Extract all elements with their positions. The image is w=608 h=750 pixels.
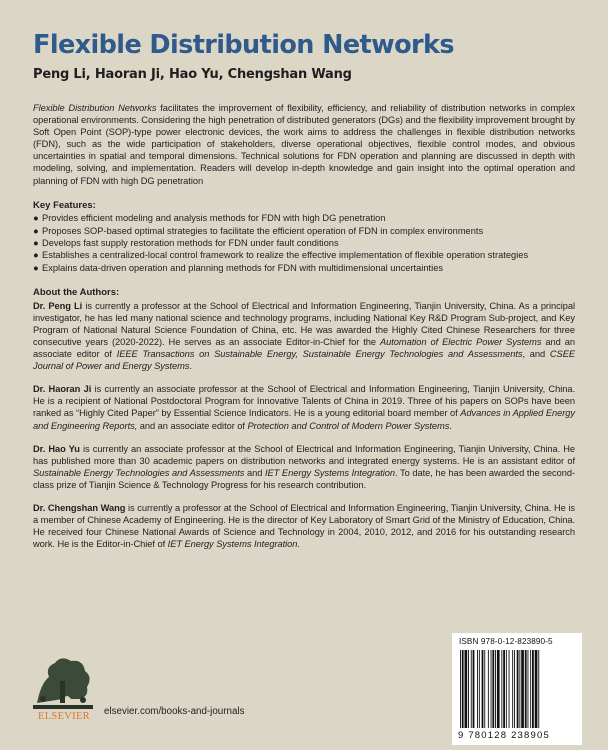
barcode-bar <box>468 650 469 728</box>
barcode-bar <box>482 650 484 728</box>
bio-journal: CSEE Journal of Power and Energy Systems <box>33 349 575 372</box>
barcode-bar <box>495 650 496 728</box>
bio-hao-yu <box>33 443 575 491</box>
cover-footer <box>0 625 608 750</box>
barcode-bar <box>460 650 461 728</box>
feature-text: Establishes a centralized-local control framework to realize the effective implementation of flexible operation strategies <box>42 250 529 261</box>
bio-journal: Sustainable Energy Technologies and Assessments <box>33 467 245 478</box>
bio-text: is currently an associate professor at the School of Electrical and Information Engineering, Tianjin University, China. He is a recipient of National Postdoctoral Program for Innovative Talents of China in 2019. Three of his papers on SOPs have been ranked as “Highly Cited Paper” by Essential Science Indicators. He is a young editorial board member of <box>33 384 576 419</box>
bio-text: and <box>244 467 265 478</box>
bio-haoran-ji <box>33 383 575 431</box>
barcode-bar <box>477 650 478 728</box>
bullet-icon: ● <box>33 225 39 236</box>
bio-text: . To date, he has been awarded the second-class prize of Tianjin Science & Technology Progress for his research contribution. <box>33 467 576 490</box>
barcode-panel <box>452 633 582 745</box>
barcode-bar <box>519 650 520 728</box>
intro-lead-title: Flexible Distribution Networks <box>33 103 157 113</box>
list-item <box>33 237 575 249</box>
barcode-icon <box>458 650 576 730</box>
intro-paragraph <box>33 102 575 187</box>
barcode-bar <box>517 650 519 728</box>
publisher-name: ELSEVIER <box>38 711 90 722</box>
barcode-bar <box>473 650 475 728</box>
bio-journal: Protection and Control of Modern Power Systems <box>247 420 450 431</box>
barcode-bar <box>462 650 464 728</box>
bio-text: . <box>297 539 300 550</box>
barcode-bar <box>497 650 500 728</box>
bio-text: and an associate editor of <box>33 336 575 360</box>
elsevier-tree-icon <box>31 653 95 711</box>
bio-journal: Advances in Applied Energy and Engineering Reports, <box>33 408 576 431</box>
feature-text: Provides efficient modeling and analysis methods for FDN with high DG penetration <box>42 213 386 224</box>
bio-text: and an associate editor of <box>137 420 248 431</box>
barcode-bar <box>538 650 539 728</box>
barcode-bar <box>501 650 502 728</box>
bio-peng-li <box>33 300 575 373</box>
list-item <box>33 249 575 261</box>
barcode-bar <box>484 650 485 728</box>
barcode-bar <box>532 650 534 728</box>
list-item <box>33 212 575 224</box>
barcode-bar <box>503 650 505 728</box>
barcode-bar <box>471 650 472 728</box>
bio-text: , and <box>522 349 550 360</box>
bullet-icon: ● <box>33 213 39 224</box>
barcode-bar <box>492 650 494 728</box>
bio-name: Dr. Peng Li <box>33 300 83 311</box>
bio-journal: Automation of Electric Power Systems <box>379 336 542 347</box>
feature-text: Proposes SOP-based optimal strategies to facilitate the efficient operation of FDN in complex environments <box>42 225 484 236</box>
barcode-bar <box>514 650 515 728</box>
bio-name: Dr. Chengshan Wang <box>33 503 126 513</box>
barcode-bar <box>528 650 529 728</box>
intro-text: facilitates the improvement of flexibility, efficiency, and reliability of distribution networks in complex operational environments. Considering the high penetration of distributed generators (DGs) and the flexibility improvement brought by Soft Open Point (SOP)-type power electronic devices, the work aims to address the challenges in flexible distribution networks (FDN), such as the wide participation of stakeholders, diverse operational objectives, flexible control modes, and obvious uncertainties in spatial and temporal dimensions. Technical solutions for FDN operation and planning are discussed in depth with modeling, solving, and implementation. Readers will develop in-depth knowledge and gain insight into the optimal operation and planning of FDN with high DG penetration <box>33 103 575 186</box>
barcode-bar <box>521 650 524 728</box>
barcode-digits: 9 780128 238905 <box>458 730 550 741</box>
bullet-icon: ● <box>33 262 39 273</box>
about-authors-heading: About the Authors: <box>33 287 120 299</box>
bio-journal: IET Energy Systems Integration <box>264 467 396 478</box>
bio-journal: IEEE Transactions on Sustainable Energy, Sustainable Energy Technologies and Assessments <box>116 349 523 360</box>
list-item <box>33 262 575 274</box>
barcode-bar <box>491 650 492 728</box>
bio-text: is currently a professor at the School of Electrical and Information Engineering, Tianjin University, China. As a principal investigator, he has led many national science and technology programs, including National Key R&D Program Sub-project, and Key Program of National Natural Science Foundation of China, etc. He was awarded the Highly Cited Chinese Researchers for three consecutive years (2020-2022). He serves as an associate Editor-in-Chief for the <box>33 300 575 347</box>
barcode-bar <box>479 650 480 728</box>
feature-text: Explains data-driven operation and planning methods for FDN with multidimensional uncertainties <box>42 262 444 273</box>
feature-text: Develops fast supply restoration methods for FDN under fault conditions <box>42 237 339 248</box>
bio-name: Dr. Hao Yu <box>33 443 80 454</box>
barcode-bar <box>465 650 468 728</box>
barcode-bar <box>535 650 538 728</box>
bullet-icon: ● <box>33 250 39 261</box>
key-features-heading: Key Features: <box>33 199 96 211</box>
isbn-label: ISBN 978-0-12-823890-5 <box>459 637 553 646</box>
key-features-list <box>33 212 575 274</box>
book-title: Flexible Distribution Networks <box>33 30 454 60</box>
bullet-icon: ● <box>33 237 39 248</box>
bio-text: . <box>189 361 192 372</box>
bio-text: is currently a professor at the School of Electrical and Information Engineering, Tianjin University, China. He is a member of Chinese Academy of Engineering. He is the director of Key Laboratory of Smart Grid of the Ministry of Education, China. He received four Chinese National Awards of Science and Technology in 2004, 2010, 2012, and 2016 for his outstanding research work. He is the Editor-in-Chief of <box>33 503 575 550</box>
barcode-bar <box>530 650 531 728</box>
barcode-bar <box>509 650 510 728</box>
bio-text: is currently an associate professor at the School of Electrical and Information Engineering, Tianjin University, China. He has published more than 30 academic papers on distribution networks and integrated energy systems. He is an assistant editor of <box>33 443 575 466</box>
publisher-url[interactable]: elsevier.com/books-and-journals <box>104 706 245 717</box>
barcode-bar <box>488 650 489 728</box>
bio-text: . <box>449 420 452 431</box>
bio-journal: IET Energy Systems Integration <box>167 539 298 550</box>
bio-chengshan-wang <box>33 502 575 550</box>
book-authors: Peng Li, Haoran Ji, Hao Yu, Chengshan Wang <box>33 67 352 82</box>
barcode-bar <box>506 650 507 728</box>
list-item <box>33 225 575 237</box>
barcode-bar <box>512 650 513 728</box>
bio-name: Dr. Haoran Ji <box>33 384 92 395</box>
barcode-bar <box>525 650 527 728</box>
